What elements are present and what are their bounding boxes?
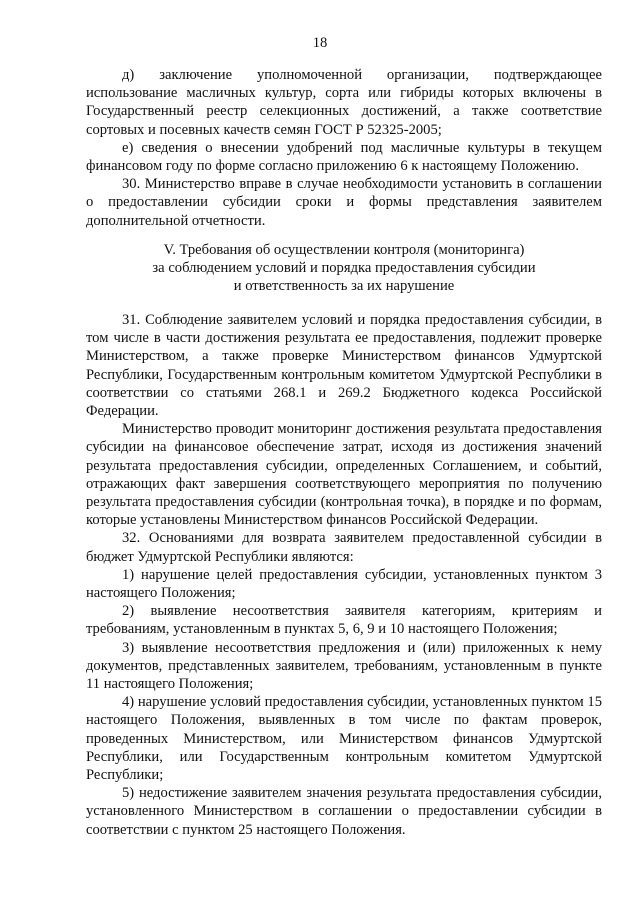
page-number: 18 — [312, 35, 328, 51]
paragraph-group-top — [86, 66, 602, 230]
list-item-1: 1) нарушение целей предоставления субсидии, установленных пунктом 3 настоящего Положения; — [86, 566, 602, 602]
list-item-4: 4) нарушение условий предоставления субсидии, установленных пунктом 15 настоящего Положения, выявленных в том числе по фактам проверок, проведенных Министерством, или Министерством финансов Удмуртской Республики, или Государственным контрольным комитетом Удмуртской Республики; — [86, 694, 602, 784]
list-item-2: 2) выявление несоответствия заявителя категориям, критериям и требованиям, установленным в пунктах 5, 6, 9 и 10 настоящего Положения; — [86, 603, 602, 638]
section-heading — [86, 241, 602, 296]
section-heading-line-3: и ответственность за их нарушение — [233, 278, 455, 295]
paragraph-e: е) сведения о внесении удобрений под масличные культуры в текущем финансовом году по форме согласно приложению 6 к настоящему Положению. — [86, 139, 602, 175]
section-heading-line-2: за соблюдением условий и порядка предоставления субсидии — [152, 260, 536, 277]
paragraph-d: д) заключение уполномоченной организации, подтверждающее использование масличных культур, сорта или гибриды которых включены в Государственный реестр селекционных достижений, а также соответствие сортовых и посевных качеств семян ГОСТ Р 52325-2005; — [86, 67, 602, 138]
paragraph-30: 30. Министерство вправе в случае необходимости установить в соглашении о предоставлении субсидии сроки и формы представления заявителем дополнительной отчетности. — [86, 176, 602, 229]
paragraph-31: 31. Соблюдение заявителем условий и порядка предоставления субсидии, в том числе в части достижения результата ее предоставления, подлежит проверке Министерством, а также проверке Министерством финансов Удмуртской Республики, Государственным контрольным комитетом Удмуртской Республики в соответствии со статьями 268.1 и 269.2 Бюджетного кодекса Российской Федерации. — [86, 312, 602, 420]
paragraph-32: 32. Основаниями для возврата заявителем предоставленной субсидии в бюджет Удмуртской Республики являются: — [86, 530, 602, 565]
paragraph-group-bottom — [86, 311, 602, 839]
section-heading-line-1: V. Требования об осуществлении контроля (мониторинга) — [163, 242, 525, 258]
list-item-5: 5) недостижение заявителем значения результата предоставления субсидии, установленного Министерством в соглашении о предоставлении субсидии в соответствии с пунктом 25 настоящего Положения. — [86, 785, 602, 838]
paragraph-monitoring: Министерство проводит мониторинг достижения результата предоставления субсидии на финансовое обеспечение затрат, исходя из достижения значений результата предоставления субсидии, определенных Соглашением, и событий, отражающих факт завершения соответствующего мероприятия по получению результата предоставления субсидии (контрольная точка), в порядке и по формам, которые установлены Министерством финансов Российской Федерации. — [86, 421, 602, 529]
list-item-3: 3) выявление несоответствия предложения и (или) приложенных к нему документов, представленных заявителем, требованиям, установленным в пункте 11 настоящего Положения; — [86, 639, 602, 693]
